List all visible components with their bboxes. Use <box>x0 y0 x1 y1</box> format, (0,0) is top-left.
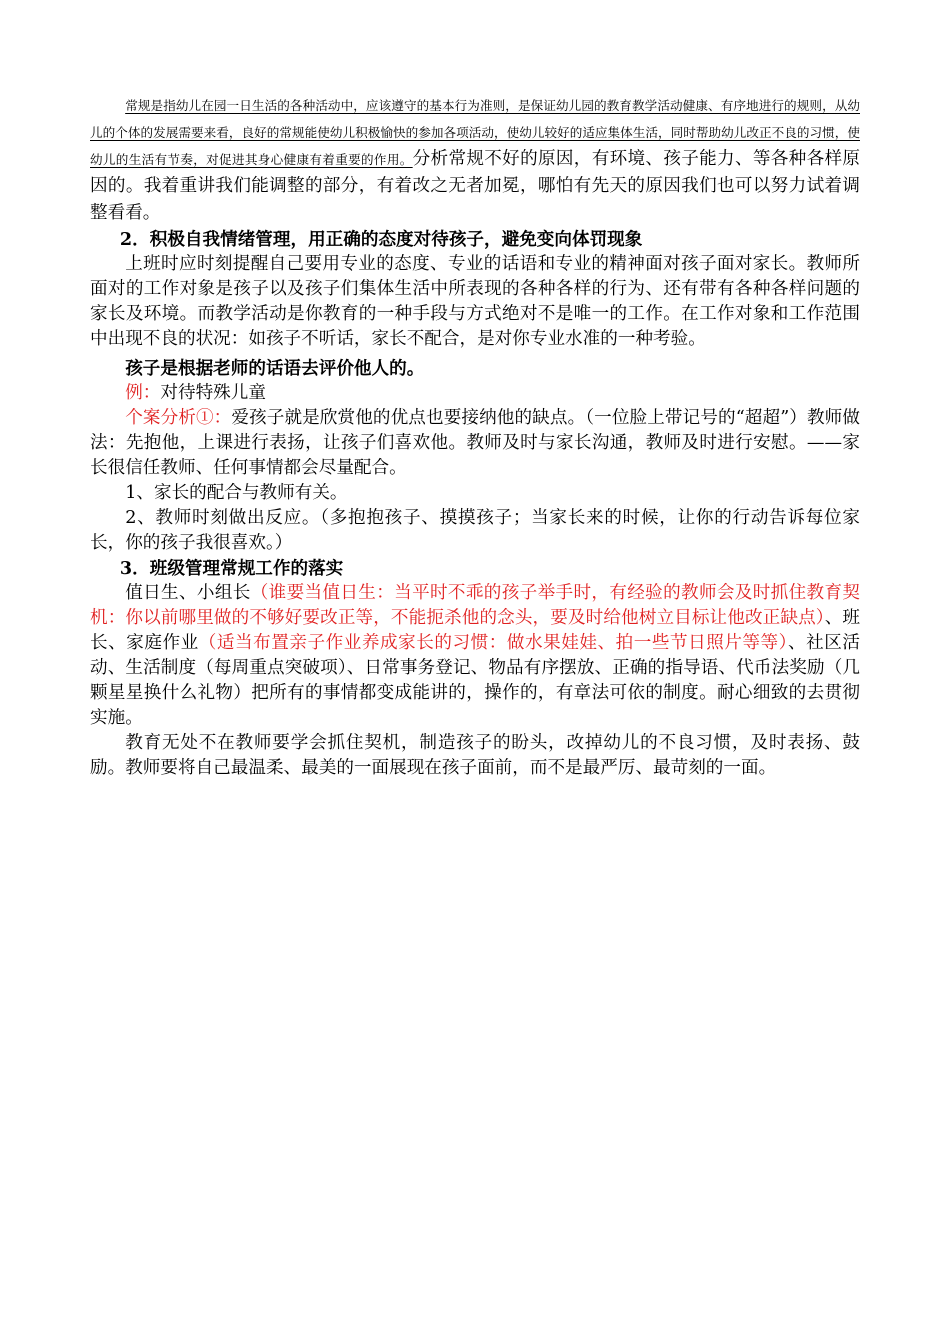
duties-text-a: 值日生、小组长 <box>125 583 251 603</box>
paragraph-example <box>90 381 860 406</box>
list-item-1: 1、家长的配合与教师有关。 <box>125 483 348 503</box>
case-text: 爱孩子就是欣赏他的优点也要接纳他的缺点。（一位脸上带记号的“超超”）教师做法：先抱他，上课进行表扬，让孩子们喜欢他。教师及时与家长沟通，教师及时进行安慰。——家长很信任教师、任何事情都会尽量配合。 <box>90 408 860 478</box>
case-label: 个案分析①： <box>125 408 232 428</box>
list-item-2: 2、教师时刻做出反应。（多抱抱孩子、摸摸孩子；当家长来的时候，让你的行动告诉每位家长，你的孩子我很喜欢。） <box>90 508 860 553</box>
duties-note-a: （谁要当值日生：当平时不乖的孩子举手时，有经验的教师会及时抓住教育契机：你以前哪里做的不够好要改正等，不能扼杀他的念头，要及时给他树立目标让他改正缺点） <box>90 583 860 628</box>
example-text: 对待特殊儿童 <box>160 383 266 403</box>
paragraph-case-analysis <box>90 406 860 481</box>
heading-class-management: 3．班级管理常规工作的落实 <box>119 558 344 579</box>
paragraph-routine-analysis: 分析常规不好的原因，有环境、孩子能力、等各种各样原因的。我着重讲我们能调整的部分，有着改之无者加冕，哪怕有先天的原因我们也可以努力试着调整看看。 <box>90 149 860 223</box>
underlined-definition: 常规是指幼儿在园一日生活的各种活动中，应该遵守的基本行为准则，是保证幼儿园的教育教学活动健康、有序地进行的规则，从幼儿的个体的发展需要来看，良好的常规能使幼儿积极愉快的参加各项活动，使幼儿较好的适应集体生活，同时帮助幼儿改正不良的习惯，使幼儿的生活有节奏，对促进其身心健康有着重要的作用。 <box>90 98 860 167</box>
paragraph-class-duties <box>90 581 860 731</box>
example-label: 例： <box>125 383 161 403</box>
duties-note-b: （适当布置亲子作业养成家长的习惯：做水果娃娃、拍一些节日照片等等） <box>198 633 789 653</box>
paragraph-children-evaluate: 孩子是根据老师的话语去评价他人的。 <box>125 358 425 379</box>
paragraph-conclusion: 教育无处不在教师要学会抓住契机，制造孩子的盼头，改掉幼儿的不良习惯，及时表扬、鼓励。教师要将自己最温柔、最美的一面展现在孩子面前，而不是最严厉、最苛刻的一面。 <box>90 733 860 778</box>
heading-emotion-management: 2．积极自我情绪管理，用正确的态度对待孩子，避免变向体罚现象 <box>119 229 643 250</box>
paragraph-professional-attitude: 上班时应时刻提醒自己要用专业的态度、专业的话语和专业的精神面对孩子面对家长。教师所面对的工作对象是孩子以及孩子们集体生活中所表现的各种各样的行为、还有带有各种各样问题的家长及环境。而教学活动是你教育的一种手段与方式绝对不是唯一的工作。在工作对象和工作范围中出现不良的状况：如孩子不听话，家长不配合，是对你专业水准的一种考验。 <box>90 254 860 349</box>
paragraph-routine-definition <box>90 92 860 227</box>
duties-text-b: 、班长、家庭作业 <box>90 608 860 653</box>
duties-text-c: 、社区活动、生活制度（每周重点突破项）、日常事务登记、物品有序摆放、正确的指导语、代币法奖励（几颗星星换什么礼物）把所有的事情都变成能讲的，操作的，有章法可依的制度。耐心细致的去贯彻实施。 <box>90 633 860 728</box>
